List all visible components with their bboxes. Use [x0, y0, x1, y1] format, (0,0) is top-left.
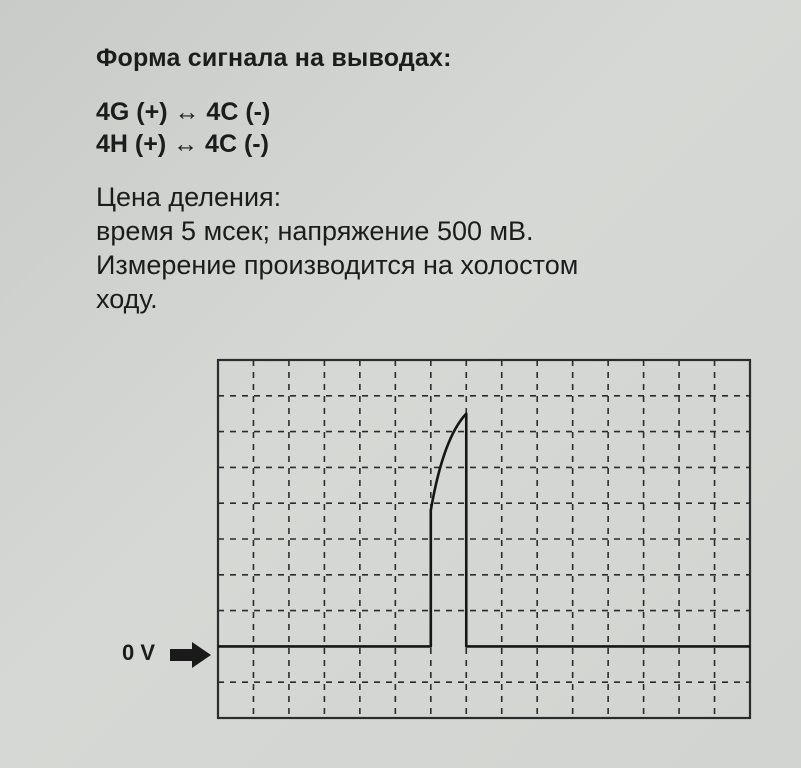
pin-pairs — [96, 96, 270, 160]
division-title: Цена деления: — [96, 182, 282, 212]
signal-trace — [218, 414, 750, 647]
pin-pair-1: 4G (+) ↔ 4C (-) — [96, 98, 271, 126]
division-values: время 5 мсек; напряжение 500 мВ. — [96, 216, 534, 246]
measurement-note: Измерение производится на холостом — [96, 250, 579, 280]
right-arrow-icon — [170, 641, 212, 669]
zero-volt-label: 0 V — [122, 640, 156, 665]
oscilloscope-waveform — [210, 354, 755, 722]
measurement-note-end: ходу. — [96, 284, 158, 314]
pin-pair-2: 4H (+) ↔ 4C (-) — [96, 130, 269, 158]
measurement-description — [96, 180, 786, 316]
section-heading: Форма сигнала на выводах: — [96, 44, 452, 72]
